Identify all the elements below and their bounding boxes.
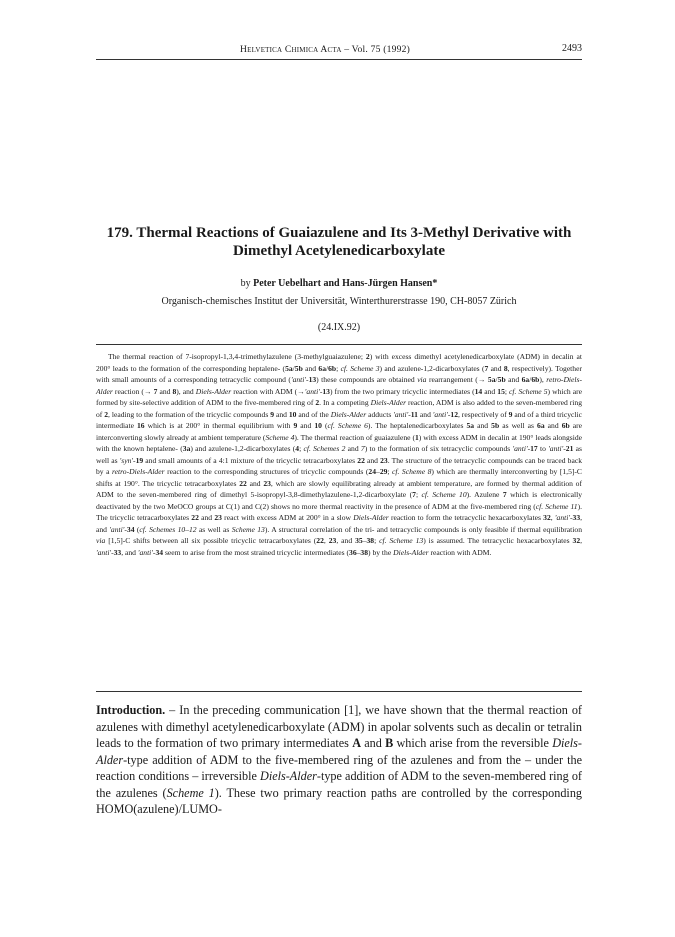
intro-text-run: which arise from the reversible bbox=[393, 736, 553, 750]
abstract-italic-run: Diels-Alder bbox=[195, 386, 232, 396]
abstract-text-run: ( bbox=[321, 421, 328, 430]
abstract-italic-run: retro-Diels-Alder bbox=[111, 467, 165, 476]
abstract-text-run: reaction with ADM. bbox=[428, 547, 492, 557]
abstract-bold-run: 22 bbox=[239, 478, 247, 488]
abstract-text-run: , which are slowly equilibrating already at ambient temperature, are formed by thermal addition of ADM to the seven-membered ring of dimethyl 5-isopropyl-3,8-dimethylazulene-1,2-dicarboxylate ( bbox=[96, 478, 582, 499]
abstract-bottom-rule bbox=[96, 691, 582, 692]
abstract-bold-run: 7 bbox=[153, 386, 158, 396]
received-date: (24.IX.92) bbox=[317, 322, 361, 333]
abstract-text-run: and bbox=[505, 375, 522, 384]
abstract-italic-run: 'anti' bbox=[304, 386, 320, 396]
abstract-italic-run: 'syn' bbox=[119, 455, 134, 465]
abstract-bold-run: 5b bbox=[491, 421, 500, 430]
abstract-text-run: and bbox=[302, 363, 319, 373]
abstract-text-run: react with excess ADM at 200° in a slow bbox=[221, 513, 354, 522]
abstract-bold-run: 6a bbox=[521, 375, 530, 384]
abstract-text-run: ) by the bbox=[368, 547, 394, 557]
abstract-italic-run: 'anti' bbox=[554, 513, 570, 522]
abstract-text-run: and bbox=[274, 409, 289, 419]
abstract-text-run: and bbox=[544, 421, 562, 430]
abstract-text-run: ) from the two primary tricyclic intermediates ( bbox=[329, 386, 475, 396]
abstract-text-run: – bbox=[376, 467, 380, 476]
author-names: Peter Uebelhart and Hans-Jürgen Hansen* bbox=[253, 278, 438, 289]
abstract-bold-run: 16 bbox=[137, 421, 145, 430]
abstract-text-run: - bbox=[319, 386, 323, 396]
abstract-italic-run: Diels-Alder bbox=[330, 409, 367, 419]
abstract-italic-run: Scheme 4 bbox=[265, 432, 295, 442]
abstract-italic-run: 'anti' bbox=[290, 375, 307, 384]
abstract-italic-run: cf. Scheme 8 bbox=[392, 467, 432, 476]
abstract-text-run: ; bbox=[504, 386, 510, 396]
abstract-bold-run: 7 bbox=[502, 490, 507, 499]
abstract-italic-run: cf. Scheme 6 bbox=[327, 421, 368, 430]
journal-name: Helvetica Chimica Acta bbox=[240, 44, 342, 55]
abstract-text-run: ), and bbox=[176, 386, 196, 396]
running-head-separator: – bbox=[344, 44, 350, 55]
intro-italic-run: Diels-Alder bbox=[96, 736, 582, 767]
abstract-text-run: [1,5]-C shifts between all six possible tricyclic tetracarboxylates ( bbox=[105, 536, 317, 545]
article-title: 179. Thermal Reactions of Guaiazulene and Its 3-Methyl Derivative with Dimethyl Acetylenedicarboxylate bbox=[106, 225, 572, 259]
abstract-text-run: ). The thermal reaction of guaiazulene ( bbox=[294, 432, 415, 442]
abstract-bold-run: 5b bbox=[294, 363, 303, 373]
abstract-text-run: , and bbox=[96, 513, 583, 534]
abstract-text-run: which is at 200° in thermal equilibrium with bbox=[144, 421, 294, 430]
abstract-bold-run: 13 bbox=[322, 386, 330, 396]
abstract-italic-run: cf. Scheme 5 bbox=[509, 386, 548, 396]
abstract-text-run: - bbox=[111, 547, 114, 557]
abstract-bold-run: 23 bbox=[263, 478, 271, 488]
abstract-text-run: ) and azulene-1,2-dicarboxylates ( bbox=[190, 444, 296, 453]
abstract-bold-run: 33 bbox=[572, 513, 581, 522]
abstract-bold-run: 3a bbox=[182, 444, 191, 453]
abstract-bold-run: 38 bbox=[366, 536, 375, 545]
abstract-text-run: - bbox=[408, 409, 411, 419]
intro-bold-run: B bbox=[385, 736, 394, 750]
abstract-text-run: ). The tricyclic tetracarboxylates bbox=[96, 501, 582, 522]
abstract-text-run: ) is assumed. The tetracyclic hexacarboxylates bbox=[423, 536, 573, 545]
abstract-italic-run: via bbox=[417, 375, 427, 384]
abstract-bold-run: 23 bbox=[380, 455, 388, 465]
abstract-text-run: ( bbox=[134, 524, 140, 534]
abstract-bold-run: 14 bbox=[474, 386, 483, 396]
abstract-bold-run: 4 bbox=[295, 444, 300, 453]
byline-prefix: by bbox=[240, 278, 251, 289]
abstract-text-run: ) which are formed by site-selective addition of ADM to the five-membered ring of bbox=[96, 386, 582, 407]
abstract-text-run: ) and azulene-1,2-dicarboxylates ( bbox=[379, 363, 485, 373]
abstract-text-run: , bbox=[323, 536, 329, 545]
abstract-text-run: and bbox=[417, 409, 433, 419]
abstract-italic-run: Scheme 13 bbox=[231, 524, 265, 534]
abstract-text-run: ) these compounds are obtained bbox=[316, 375, 418, 384]
abstract-text-run: . The structure of the tetracyclic compounds can be traced back by a bbox=[96, 455, 582, 476]
abstract-text-run: and bbox=[198, 513, 215, 522]
abstract-bold-run: 22 bbox=[357, 455, 365, 465]
abstract-text-run: and bbox=[345, 444, 361, 453]
abstract-text-run: ), bbox=[539, 375, 547, 384]
abstract-bold-run: 24 bbox=[368, 467, 377, 476]
abstract-text-run: , respectively of bbox=[457, 409, 509, 419]
abstract-italic-run: cf. Scheme 13 bbox=[379, 536, 424, 545]
abstract-italic-run: 'anti' bbox=[96, 547, 112, 557]
abstract-bold-run: 5a bbox=[466, 421, 475, 430]
abstract-text-run: ; bbox=[415, 490, 422, 499]
abstract-text-run: , and bbox=[121, 547, 138, 557]
volume-info: Vol. 75 (1992) bbox=[351, 44, 410, 55]
abstract-bold-run: 9 bbox=[508, 409, 513, 419]
abstract-bold-run: 7 bbox=[412, 490, 416, 499]
page-number: 2493 bbox=[562, 43, 582, 54]
abstract-text-run: and small amounts of a 4:1 mixture of the tricyclic tetracarboxylates bbox=[143, 455, 358, 465]
abstract-text-run: reaction to the corresponding structures of tricyclic compounds ( bbox=[164, 467, 369, 476]
abstract-bold-run: 11 bbox=[410, 409, 418, 419]
abstract-bold-run: 22 bbox=[316, 536, 324, 545]
abstract-text-run: - bbox=[527, 444, 531, 453]
abstract-italic-run: Diels-Alder bbox=[353, 513, 389, 522]
abstract-text-run: , bbox=[580, 536, 583, 545]
intro-text-run: and bbox=[361, 736, 386, 750]
abstract-text-run: which is electronically deactivated by the two MeOCO groups at C(1) and C(2) shows no more thermal reactivity in the presence of ADM at the five-membered ring ( bbox=[96, 490, 582, 511]
abstract-text-run: and bbox=[246, 478, 264, 488]
intro-text-run: ). These two primary reaction paths are controlled by the corresponding HOMO(azulene)/LUMO- bbox=[96, 785, 583, 816]
abstract-text-run: – bbox=[362, 536, 367, 545]
abstract-bold-run: 15 bbox=[497, 386, 505, 396]
abstract-text-run: reaction with ADM (→ bbox=[231, 386, 305, 396]
abstract-text-run: adducts bbox=[366, 409, 394, 419]
abstract-bold-run: 36 bbox=[349, 547, 357, 557]
abstract-text-run: as well as bbox=[96, 444, 582, 465]
abstract-bold-run: 23 bbox=[328, 536, 337, 545]
abstract-bold-run: 32 bbox=[572, 536, 581, 545]
abstract-text-run: ) with excess dimethyl acetylenedicarboxylate (ADM) in decalin at 200° leads to the formation of the corresponding heptalene- ( bbox=[96, 352, 582, 373]
abstract-text-run: - bbox=[124, 524, 127, 534]
abstract-text-run: , leading to the formation of the tricyclic compounds bbox=[108, 409, 271, 419]
abstract-text-run: / bbox=[529, 375, 532, 384]
abstract-bold-run: 29 bbox=[379, 467, 388, 476]
abstract-bold-run: 21 bbox=[565, 444, 574, 453]
abstract-bold-run: 17 bbox=[530, 444, 538, 453]
abstract-italic-run: 'anti' bbox=[512, 444, 528, 453]
abstract-text-run: / bbox=[495, 375, 498, 384]
abstract-text bbox=[96, 351, 582, 558]
abstract-italic-run: cf. Scheme 10 bbox=[421, 490, 467, 499]
abstract-bold-run: 5a bbox=[487, 375, 496, 384]
abstract-bold-run: 5b bbox=[497, 375, 506, 384]
abstract-bold-run: 13 bbox=[308, 375, 317, 384]
abstract-bold-run: 6a bbox=[318, 363, 326, 373]
abstract-text-run: - bbox=[569, 513, 573, 522]
abstract-text-run: ; bbox=[374, 536, 380, 545]
abstract-italic-run: Diels-Alder bbox=[370, 398, 407, 407]
abstract-text-run: - bbox=[563, 444, 566, 453]
abstract-text-run: - bbox=[133, 455, 136, 465]
abstract-italic-run: cf. Scheme 11 bbox=[535, 501, 578, 511]
header-rule bbox=[96, 59, 582, 60]
abstract-text-run: - bbox=[306, 375, 309, 384]
abstract-italic-run: Diels-Alder bbox=[393, 547, 429, 557]
abstract-bold-run: 12 bbox=[450, 409, 458, 419]
abstract-bold-run: 1 bbox=[415, 432, 419, 442]
abstract-bold-run: 2 bbox=[365, 352, 370, 361]
abstract-text-run: ; bbox=[299, 444, 304, 453]
byline bbox=[96, 278, 582, 289]
abstract-bold-run: 33 bbox=[113, 547, 122, 557]
abstract-text-run: . In a competing bbox=[319, 398, 371, 407]
abstract-text-run: and bbox=[488, 363, 504, 373]
abstract-text-run: ) with excess ADM in decalin at 190° leads alongside with the known heptalene- ( bbox=[96, 432, 582, 453]
abstract-text-run: reaction, ADM is also added to the seven-membered ring of bbox=[96, 398, 582, 419]
introduction-paragraph bbox=[96, 702, 582, 818]
abstract-bold-run: 22 bbox=[191, 513, 199, 522]
author-affiliation: Organisch-chemisches Institut der Universität, Winterthurerstrasse 190, CH-8057 Zürich bbox=[161, 296, 517, 307]
abstract-text-run: and bbox=[364, 455, 381, 465]
abstract-text-run: ). A structural correlation of the tri- and tetracyclic compounds is only feasible if thermal equilibration bbox=[264, 524, 582, 534]
abstract-italic-run: cf. Schemes 2 bbox=[303, 444, 346, 453]
abstract-text-run: ). The heptalenedicarboxylates bbox=[367, 421, 467, 430]
abstract-bold-run: 6b bbox=[561, 421, 570, 430]
abstract-bold-run: 8 bbox=[172, 386, 177, 396]
abstract-italic-run: 'anti' bbox=[393, 409, 409, 419]
abstract-italic-run: cf. Schemes 10–12 bbox=[139, 524, 197, 534]
abstract-italic-run: via bbox=[96, 536, 106, 545]
abstract-text-run: seem to arise from the most strained tricyclic intermediates ( bbox=[163, 547, 350, 557]
abstract-bold-run: 34 bbox=[126, 524, 135, 534]
abstract-bold-run: 35 bbox=[355, 536, 363, 545]
abstract-text-run: reaction to form the tetracyclic hexacarboxylates bbox=[388, 513, 544, 522]
abstract-italic-run: 'anti' bbox=[548, 444, 564, 453]
abstract-bold-run: 34 bbox=[155, 547, 164, 557]
abstract-bold-run: 9 bbox=[293, 421, 298, 430]
abstract-text-run: and bbox=[157, 386, 173, 396]
abstract-text-run: - bbox=[152, 547, 156, 557]
abstract-bold-run: 19 bbox=[135, 455, 144, 465]
abstract-bold-run: 5a bbox=[285, 363, 293, 373]
abstract-bold-run: 2 bbox=[104, 409, 109, 419]
abstract-bold-run: 7 bbox=[484, 363, 489, 373]
intro-bold-run: Introduction. bbox=[96, 703, 166, 717]
abstract-text-run: ; bbox=[336, 363, 341, 373]
abstract-text-run: ) which are thermally interconverting by [1,5]-C shifts at 190°. The tricyclic tetracarboxylates bbox=[96, 467, 582, 488]
abstract-text-run: - bbox=[447, 409, 451, 419]
intro-italic-run: Diels-Alder bbox=[260, 769, 317, 783]
abstract-bold-run: 9 bbox=[270, 409, 275, 419]
abstract-text-run: and bbox=[297, 421, 315, 430]
abstract-text-run: ) to the formation of six tetracyclic compounds bbox=[364, 444, 513, 453]
abstract-text-run: , bbox=[550, 513, 555, 522]
abstract-text-run: as well as bbox=[196, 524, 232, 534]
abstract-bold-run: 8 bbox=[503, 363, 508, 373]
abstract-bold-run: 6b bbox=[531, 375, 540, 384]
abstract-bold-run: 10 bbox=[314, 421, 322, 430]
abstract-text-run: / bbox=[292, 363, 295, 373]
intro-text-run: – In the preceding communication [1], we have shown that the thermal reaction of azulenes with dimethyl acetylenedicarboxylate (ADM) in apolar solvents such as decalin or tetralin leads to the formation of two primary intermediates bbox=[96, 703, 582, 750]
abstract-text-run: and of a third tricyclic intermediate bbox=[96, 409, 582, 430]
abstract-bold-run: 6a bbox=[537, 421, 545, 430]
running-head bbox=[240, 44, 440, 55]
abstract-bold-run: 38 bbox=[360, 547, 369, 557]
abstract-text-run: and bbox=[474, 421, 492, 430]
abstract-text-run: ). Azulene bbox=[466, 490, 503, 499]
intro-text-run: -type addition of ADM to the five-membered ring of the azulenes and from the – under the reaction conditions – irreversible bbox=[96, 752, 582, 783]
abstract-text-run: and bbox=[482, 386, 498, 396]
abstract-italic-run: 7 bbox=[360, 444, 365, 453]
abstract-text-run: reaction (→ bbox=[112, 386, 154, 396]
abstract-text-run: The thermal reaction of 7-isopropyl-1,3,4-trimethylazulene (3-methylguaiazulene; bbox=[108, 352, 366, 361]
abstract-bold-run: 2 bbox=[315, 398, 320, 407]
abstract-text-run: as well as bbox=[499, 421, 538, 430]
intro-text-run: -type addition of ADM to the seven-membered ring of the azulenes ( bbox=[96, 769, 582, 800]
abstract-italic-run: 'anti' bbox=[137, 547, 153, 557]
abstract-text-run: , respectively). Together with small amounts of a corresponding tetracyclic compound ( bbox=[96, 363, 582, 384]
abstract-bold-run: 32 bbox=[543, 513, 551, 522]
abstract-italic-run: cf. Scheme 3 bbox=[340, 363, 380, 373]
abstract-italic-run: 'anti' bbox=[432, 409, 448, 419]
abstract-text-run: – bbox=[356, 547, 361, 557]
abstract-text-run: ; bbox=[387, 467, 393, 476]
abstract-italic-run: retro-Diels-Alder bbox=[96, 375, 583, 396]
abstract-text-run: are interconverting slowly already at ambient temperature ( bbox=[96, 421, 583, 442]
abstract-text-run: rearrangement (→ bbox=[426, 375, 488, 384]
abstract-italic-run: 'anti' bbox=[109, 524, 125, 534]
abstract-bold-run: 23 bbox=[214, 513, 222, 522]
abstract-text-run: to bbox=[537, 444, 549, 453]
abstract-text-run: / bbox=[325, 363, 329, 373]
abstract-text-run: and of the bbox=[296, 409, 331, 419]
abstract-text-run: , and bbox=[336, 536, 356, 545]
abstract-top-rule bbox=[96, 344, 582, 345]
abstract-bold-run: 10 bbox=[288, 409, 297, 419]
intro-bold-run: A bbox=[352, 736, 361, 750]
abstract-bold-run: 6b bbox=[328, 363, 337, 373]
intro-italic-run: Scheme 1 bbox=[166, 785, 215, 800]
